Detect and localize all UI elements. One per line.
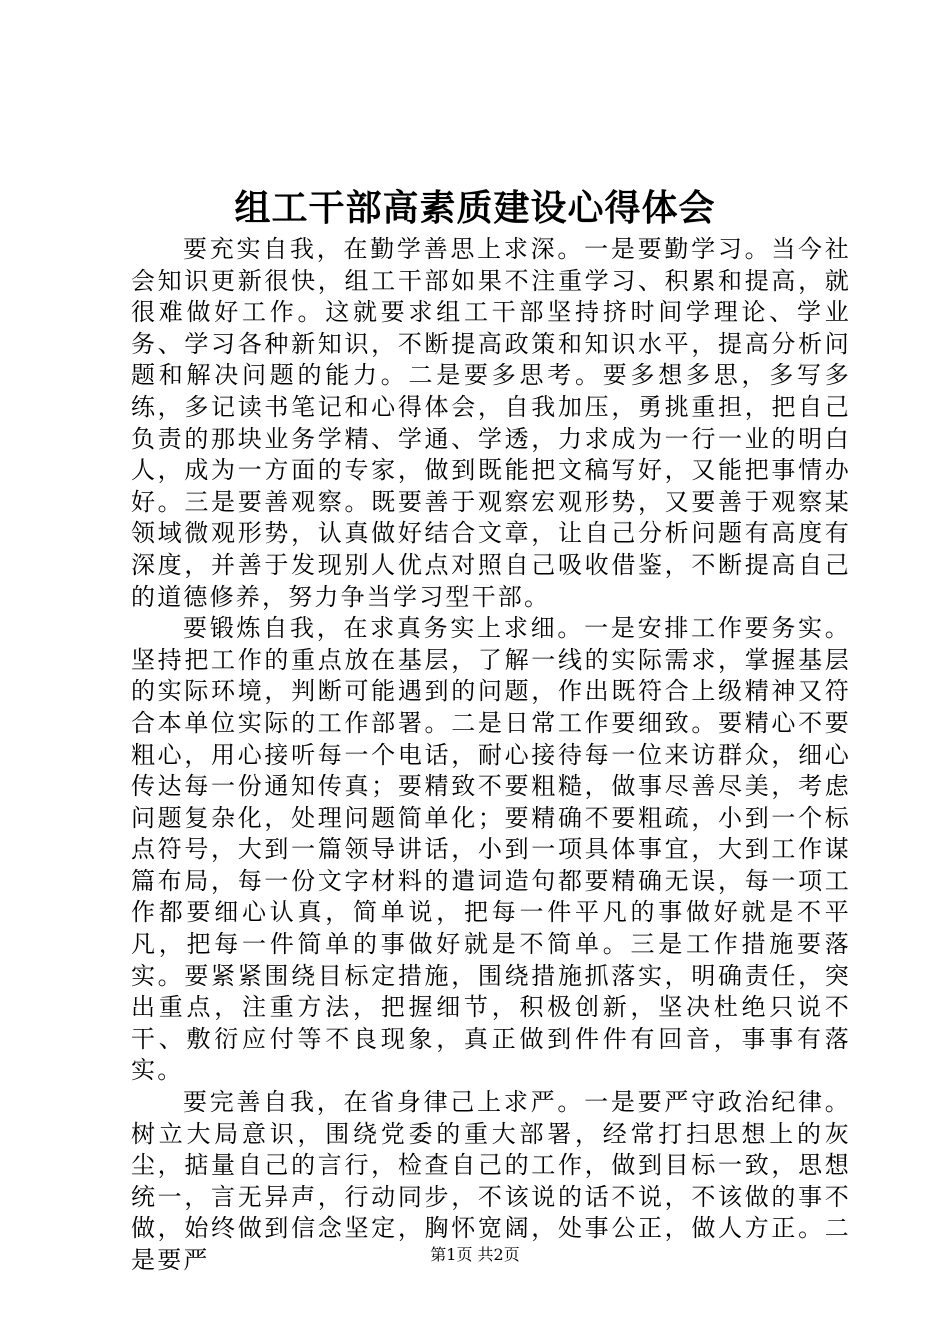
paragraph-3: 要完善自我，在省身律己上求严。一是要严守政治纪律。树立大局意识，围绕党委的重大部署，经常打扫思想上的灰尘，掂量自己的言行，检查自己的工作，做到目标一致，思想统一，言无异声，行动同步，不该说的话不说，不该做的事不做，始终做到信念坚定，胸怀宽阔，处事公正，做人方正。二是要严 — [131, 1088, 851, 1274]
document-title: 组工干部高素质建设心得体会 — [234, 187, 716, 229]
document-body — [131, 234, 851, 1277]
paragraph-2: 要锻炼自我，在求真务实上求细。一是安排工作要务实。坚持把工作的重点放在基层，了解一线的实际需求，掌握基层的实际环境，判断可能遇到的问题，作出既符合上级精神又符合本单位实际的工作部署。二是日常工作要细致。要精心不要粗心，用心接听每一个电话，耐心接待每一位来访群众，细心传达每一份通知传真；要精致不要粗糙，做事尽善尽美，考虑问题复杂化，处理问题简单化；要精确不要粗疏，小到一个标点符号，大到一篇领导讲话，小到一项具体事宜，大到工作谋篇布局，每一份文字材料的遣词造句都要精确无误，每一项工作都要细心认真，简单说，把每一件平凡的事做好就是不平凡，把每一件简单的事做好就是不简单。三是工作措施要落实。要紧紧围绕目标定措施，围绕措施抓落实，明确责任，突出重点，注重方法，把握细节，积极创新，坚决杜绝只说不干、敷衍应付等不良现象，真正做到件件有回音，事事有落实。 — [131, 614, 851, 1085]
page-number-footer: 第1页 共2页 — [430, 1245, 520, 1264]
paragraph-1: 要充实自我，在勤学善思上求深。一是要勤学习。当今社会知识更新很快，组工干部如果不注重学习、积累和提高，就很难做好工作。这就要求组工干部坚持挤时间学理论、学业务、学习各种新知识，不断提高政策和知识水平，提高分析问题和解决问题的能力。二是要多思考。要多想多思，多写多练，多记读书笔记和心得体会，自我加压，勇挑重担，把自己负责的那块业务学精、学通、学透，力求成为一行一业的明白人，成为一方面的专家，做到既能把文稿写好，又能把事情办好。三是要善观察。既要善于观察宏观形势，又要善于观察某领域微观形势，认真做好结合文章，让自己分析问题有高度有深度，并善于发现别人优点对照自己吸收借鉴，不断提高自己的道德修养，努力争当学习型干部。 — [131, 235, 851, 611]
